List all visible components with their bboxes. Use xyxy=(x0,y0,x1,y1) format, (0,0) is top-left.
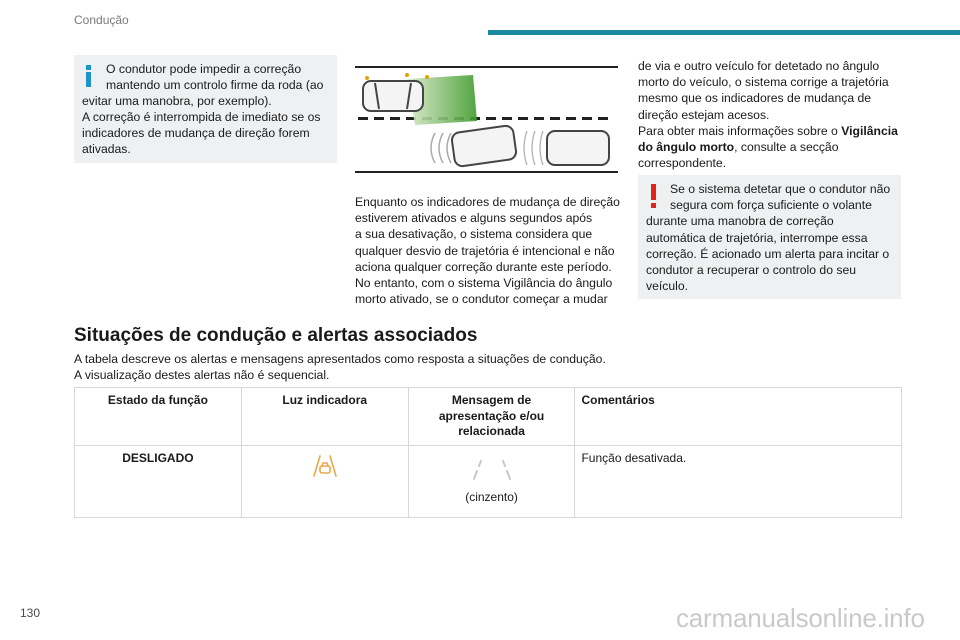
intro-line: A visualização destes alertas não é sequencial. xyxy=(74,368,330,382)
header-accent-bar xyxy=(488,30,960,35)
state-value: DESLIGADO xyxy=(122,450,194,465)
intro-line: A tabela descreve os alertas e mensagens apresentados como resposta a situações de condução. xyxy=(74,352,606,366)
warning-box xyxy=(638,175,901,299)
text-line: correspondente. xyxy=(638,156,727,171)
comment-cell xyxy=(575,445,902,517)
column-header-comments: Comentários xyxy=(575,388,902,446)
info-line: mantendo um controlo firme da roda (ao xyxy=(106,78,324,92)
comment-text: Função desativada. xyxy=(581,450,687,465)
text-line: No entanto, com o sistema Vigilância do ângulo xyxy=(355,276,613,291)
warning-line: segura com força suficiente o volante xyxy=(670,198,872,213)
text-line: qualquer desvio de trajetória é intencional e não xyxy=(355,243,615,258)
section-label: Condução xyxy=(74,13,129,27)
text-line: aciona qualquer correção durante este período. xyxy=(355,259,612,274)
state-cell xyxy=(75,445,242,517)
text-line: mesmo que os indicadores de mudança de xyxy=(638,91,872,106)
section-title: Situações de condução e alertas associados xyxy=(74,325,478,346)
warning-line: automática de trajetória, interrompe essa xyxy=(646,230,868,245)
more-info-suffix: , consulte a secção xyxy=(734,140,839,155)
feature-name: do ângulo morto xyxy=(638,140,735,155)
lane-correction-illustration xyxy=(355,63,618,175)
text-line: de via e outro veículo for detetado no ângulo xyxy=(638,59,880,73)
text-line: estiverem ativados e alguns segundos após xyxy=(355,211,593,226)
warning-line: condutor a recuperar o controlo do seu xyxy=(646,263,857,278)
middle-column-text xyxy=(355,194,625,307)
more-info-line xyxy=(638,123,908,139)
info-line: ativadas. xyxy=(82,142,131,156)
column-header-indicator: Luz indicadora xyxy=(241,388,408,446)
warning-icon xyxy=(651,184,657,208)
column-header-message: Mensagem de apresentação e/ou relacionada xyxy=(408,388,575,446)
watermark: carmanualsonline.info xyxy=(676,603,925,633)
right-column-text xyxy=(638,58,908,171)
info-box xyxy=(74,55,337,163)
text-line: Enquanto os indicadores de mudança de direção xyxy=(355,195,620,209)
indicator-cell xyxy=(241,445,408,517)
text-line: morto do veículo, o sistema corrige a trajetória xyxy=(638,75,889,90)
warning-line: correção. É acionado um alerta para incitar o xyxy=(646,246,890,261)
table-row xyxy=(75,445,902,517)
more-info-prefix: Para obter mais informações sobre o xyxy=(638,123,842,138)
info-line: indicadores de mudança de direção forem xyxy=(82,126,310,140)
alerts-table xyxy=(74,387,902,518)
text-line: morto ativado, se o condutor começar a mudar xyxy=(355,292,608,307)
feature-name: Vigilância xyxy=(841,123,898,138)
message-cell xyxy=(408,445,575,517)
message-note: (cinzento) xyxy=(465,489,518,504)
info-line: O condutor pode impedir a correção xyxy=(106,62,302,76)
table-header-row xyxy=(75,388,902,446)
lane-lines-icon xyxy=(467,459,517,481)
column-header-state: Estado da função xyxy=(75,388,242,446)
section-intro xyxy=(74,351,606,383)
text-line: a sua desativação, o sistema considera que xyxy=(355,227,593,242)
info-line: evitar uma manobra, por exemplo). xyxy=(82,94,272,108)
warning-line: Se o sistema detetar que o condutor não xyxy=(670,182,891,196)
info-icon xyxy=(84,65,94,87)
info-line: A correção é interrompida de imediato se os xyxy=(82,110,321,124)
warning-line: durante uma manobra de correção xyxy=(646,214,834,229)
lane-keep-warning-icon xyxy=(312,454,338,478)
more-info-line xyxy=(638,139,908,155)
warning-line: veículo. xyxy=(646,279,689,294)
page-number: 130 xyxy=(20,606,41,620)
text-line: direção estejam acesos. xyxy=(638,107,770,122)
